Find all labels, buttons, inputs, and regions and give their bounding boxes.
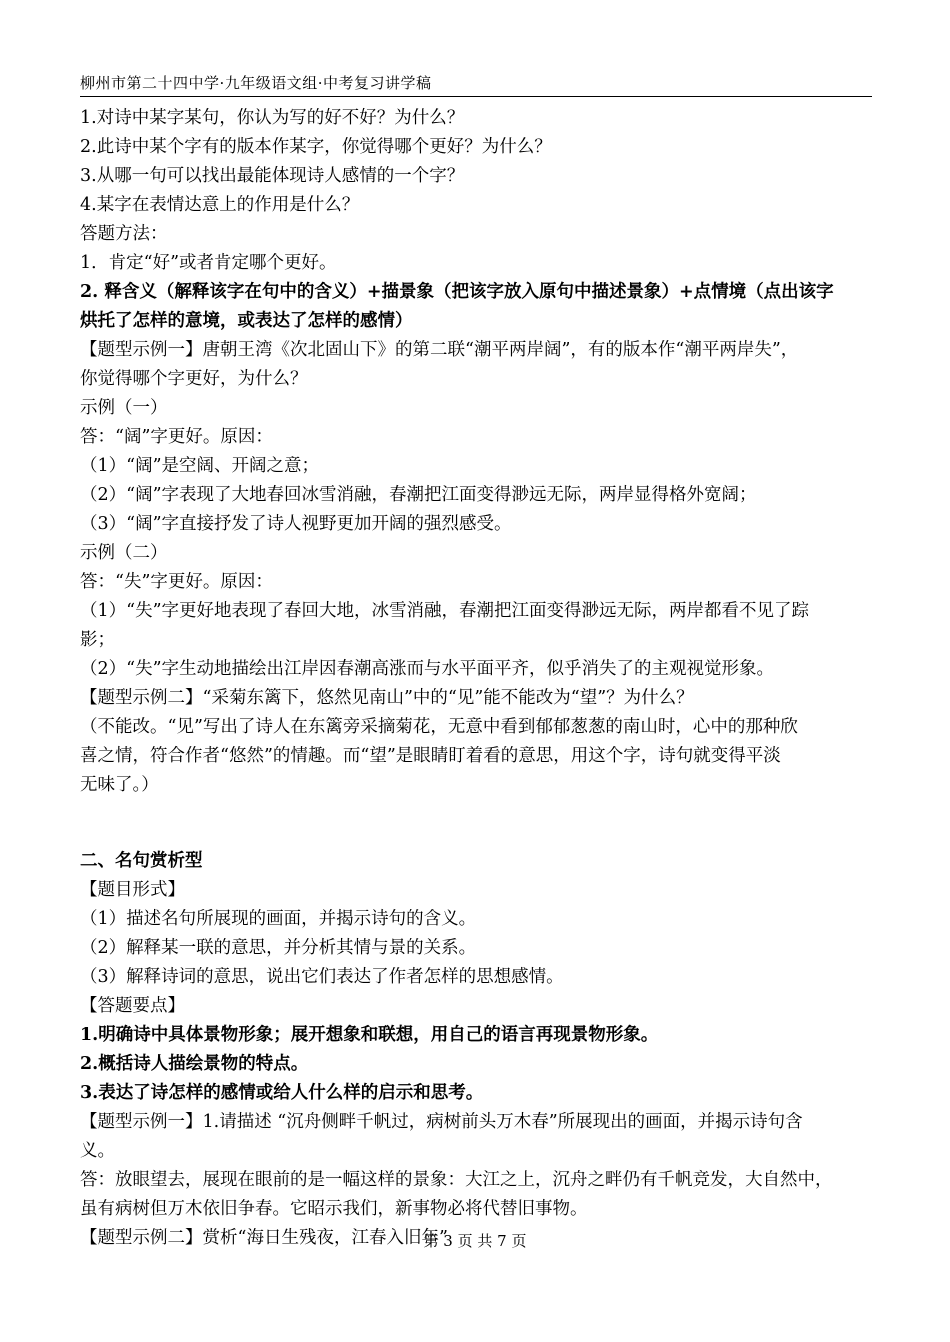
text-line: 1.明确诗中具体景物形象；展开想象和联想，用自己的语言再现景物形象。 xyxy=(80,1025,659,1045)
text-line: 虽有病树但万木依旧争春。它昭示我们，新事物必将代替旧事物。 xyxy=(80,1199,588,1219)
text-line: 2.概括诗人描绘景物的特点。 xyxy=(80,1054,309,1074)
text-line: 2.此诗中某个字有的版本作某字，你觉得哪个更好？为什么？ xyxy=(80,137,552,157)
text-line: 示例（二） xyxy=(80,543,168,563)
text-line: 1.对诗中某字某句，你认为写的好不好？为什么？ xyxy=(80,108,465,128)
text-line: 2. 释含义（解释该字在句中的含义）+描景象（把该字放入原句中描述景象）+点情境（点出该字 xyxy=(80,282,834,302)
document-body xyxy=(80,104,872,1253)
header-divider xyxy=(80,96,872,97)
text-line: 3.从哪一句可以找出最能体现诗人感情的一个字？ xyxy=(80,166,465,186)
text-line: （不能改。“见”写出了诗人在东篱旁采摘菊花，无意中看到郁郁葱葱的南山时，心中的那种欣 xyxy=(80,717,798,737)
text-line: （1）“阔”是空阔、开阔之意； xyxy=(80,456,320,476)
text-line: 无味了。） xyxy=(80,775,159,795)
text-line: 二、名句赏析型 xyxy=(80,851,203,871)
text-line: （3）解释诗词的意思，说出它们表达了作者怎样的思想感情。 xyxy=(80,967,564,987)
text-line: （1）描述名句所展现的画面，并揭示诗句的含义。 xyxy=(80,909,477,929)
page-footer: 第 3 页 共 7 页 xyxy=(423,1232,527,1250)
page-header: 柳州市第二十四中学·九年级语文组·中考复习讲学稿 xyxy=(80,74,432,92)
text-line: 答：放眼望去，展现在眼前的是一幅这样的景象：大江之上，沉舟之畔仍有千帆竞发，大自然中， xyxy=(80,1170,833,1190)
text-line: 答题方法： xyxy=(80,224,168,244)
text-line: 1．肯定“好”或者肯定哪个更好。 xyxy=(80,253,337,273)
blank-line xyxy=(80,800,872,847)
text-line: 示例（一） xyxy=(80,398,168,418)
text-line: 【题型示例一】1.请描述 “沉舟侧畔千帆过，病树前头万木春”所展现出的画面，并揭示诗句含 xyxy=(80,1112,803,1132)
text-line: 答：“阔”字更好。原因： xyxy=(80,427,273,447)
text-line: （2）“失”字生动地描绘出江岸因春潮高涨而与水平面平齐，似乎消失了的主观视觉形象。 xyxy=(80,659,775,679)
text-line: 影； xyxy=(80,630,115,650)
text-line: 【题型示例二】赏析“海日生残夜，江春入旧年” xyxy=(80,1228,448,1248)
text-line: 答：“失”字更好。原因： xyxy=(80,572,273,592)
text-line: （3）“阔”字直接抒发了诗人视野更加开阔的强烈感受。 xyxy=(80,514,512,534)
text-line: 【题目形式】 xyxy=(80,880,185,900)
text-line: 【答题要点】 xyxy=(80,996,185,1016)
text-line: 【题型示例一】唐朝王湾《次北固山下》的第二联“潮平两岸阔”，有的版本作“潮平两岸失”， xyxy=(80,340,799,360)
text-line: 烘托了怎样的意境，或表达了怎样的感情） xyxy=(80,311,413,331)
text-line: 4.某字在表情达意上的作用是什么？ xyxy=(80,195,360,215)
text-line: （2）解释某一联的意思，并分析其情与景的关系。 xyxy=(80,938,477,958)
text-line: （1）“失”字更好地表现了春回大地，冰雪消融，春潮把江面变得渺远无际，两岸都看不见了踪 xyxy=(80,601,810,621)
text-line: 3.表达了诗怎样的感情或给人什么样的启示和思考。 xyxy=(80,1083,484,1103)
text-line: 义。 xyxy=(80,1141,115,1161)
text-line: （2）“阔”字表现了大地春回冰雪消融，春潮把江面变得渺远无际，两岸显得格外宽阔； xyxy=(80,485,757,505)
text-line: 喜之情，符合作者“悠然”的情趣。而“望”是眼睛盯着看的意思，用这个字，诗句就变得平淡 xyxy=(80,746,781,766)
text-line: 【题型示例二】“采菊东篱下，悠然见南山”中的“见”能不能改为“望”？为什么？ xyxy=(80,688,694,708)
text-line: 你觉得哪个字更好，为什么？ xyxy=(80,369,308,389)
